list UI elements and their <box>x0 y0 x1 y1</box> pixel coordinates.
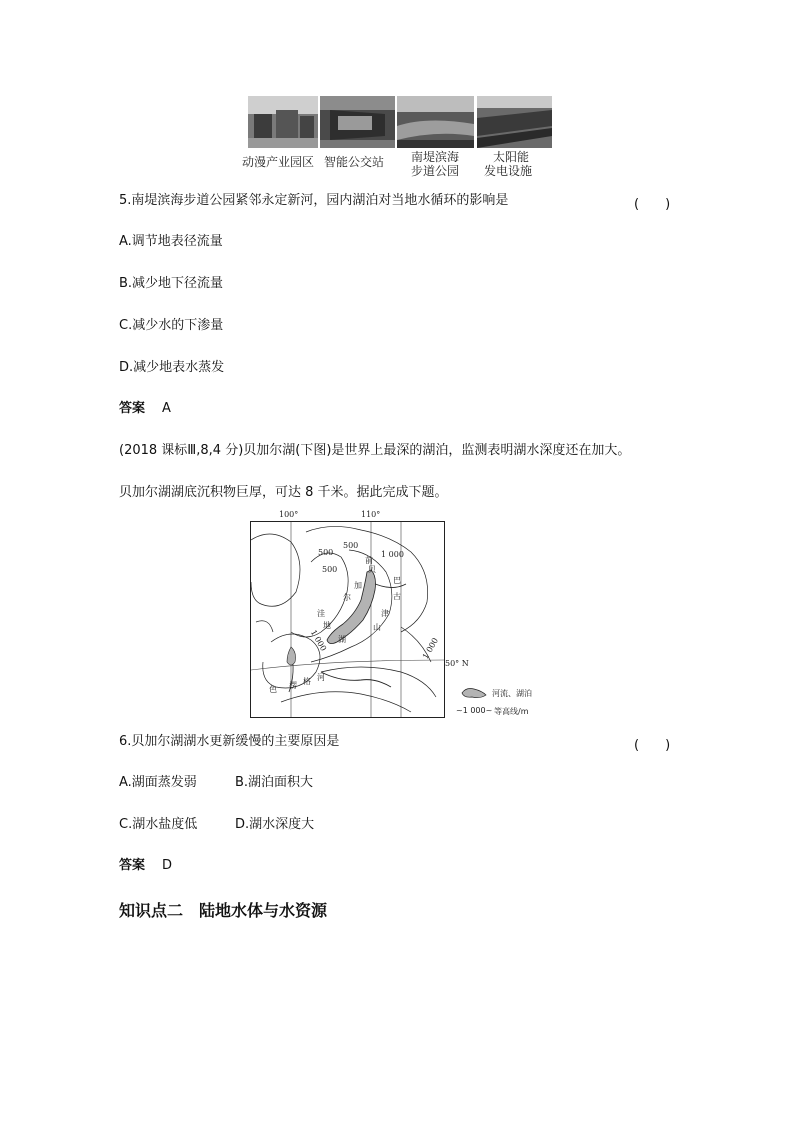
q5-answer-blank: ( ) <box>634 197 671 212</box>
photo-smart-bus-stop <box>320 96 395 148</box>
intro-line-2: 贝加尔湖湖底沉积物巨厚，可达 8 千米。据此完成下题。 <box>119 485 448 500</box>
map-place-label: 尔 <box>343 593 351 602</box>
map-place-label: 贝 <box>368 565 376 574</box>
map-place-label: 巴 <box>393 576 401 585</box>
caption-nandi-seaside-2: 步道公园 <box>411 164 460 178</box>
q5-answer-label: 答案 <box>119 401 146 416</box>
map-place-label: 地 <box>323 621 331 630</box>
map-place-label: 楞 <box>289 681 297 690</box>
baikal-map-drawing <box>251 522 444 717</box>
map-place-label: 加 <box>354 581 362 590</box>
map-place-label: 洼 <box>317 609 325 618</box>
map-contour-label: 500 <box>318 548 334 557</box>
map-lon-100: 100° <box>279 510 299 519</box>
map-place-label: 河 <box>317 673 325 682</box>
legend-contour-label: 等高线/m <box>494 707 529 716</box>
lake-legend-icon <box>460 686 488 700</box>
q6-answer-label: 答案 <box>119 858 146 873</box>
map-place-label: 津 <box>381 609 389 618</box>
photo-anime-park <box>248 96 318 148</box>
caption-solar-1: 太阳能 <box>493 150 530 164</box>
map-place-label: 山 <box>373 623 381 632</box>
q5-option-a: A.调节地表径流量 <box>119 234 223 249</box>
q6-option-c: C.湖水盐度低 <box>119 817 198 832</box>
q6-option-d: D.湖水深度大 <box>235 817 315 832</box>
map-place-label: 前 <box>365 556 373 565</box>
map-lon-110: 110° <box>361 510 381 519</box>
q6-answer-blank: ( ) <box>634 738 671 753</box>
intro-line-1: (2018 课标Ⅲ,8,4 分)贝加尔湖(下图)是世界上最深的湖泊，监测表明湖水深度还在加大。 <box>119 443 631 458</box>
map-lat-50: 50° N <box>445 659 469 668</box>
legend-contour-sample: ~1 000~ <box>456 706 493 715</box>
q6-stem: 6.贝加尔湖湖水更新缓慢的主要原因是 <box>119 734 340 749</box>
map-place-label: 湖 <box>338 635 346 644</box>
photo-solar-facility <box>477 96 552 148</box>
map-contour-label: 1 000 <box>381 550 404 559</box>
q5-option-b: B.减少地下径流量 <box>119 276 224 291</box>
caption-smart-bus-stop: 智能公交站 <box>324 155 385 169</box>
map-contour-label: 500 <box>343 541 359 550</box>
baikal-map <box>250 510 469 718</box>
q6-option-b: B.湖泊面积大 <box>235 775 314 790</box>
map-place-label: 古 <box>393 592 401 601</box>
caption-solar-2: 发电设施 <box>484 164 533 178</box>
q6-answer: D <box>162 858 173 873</box>
q5-answer: A <box>162 401 171 416</box>
legend-lake-label: 河流、湖泊 <box>492 689 532 698</box>
q6-option-a: A.湖面蒸发弱 <box>119 775 197 790</box>
q5-option-c: C.减少水的下渗量 <box>119 318 224 333</box>
map-place-label: 色 <box>269 685 277 694</box>
map-place-label: 格 <box>303 677 311 686</box>
map-contour-label: 1 000 <box>420 636 441 661</box>
section-heading: 知识点二 陆地水体与水资源 <box>119 901 328 920</box>
q5-stem: 5.南堤滨海步道公园紧邻永定新河，园内湖泊对当地水循环的影响是 <box>119 193 509 208</box>
photo-nandi-seaside-park <box>397 96 474 148</box>
caption-nandi-seaside-1: 南堤滨海 <box>411 150 460 164</box>
map-contour-label: 500 <box>322 565 338 574</box>
q5-option-d: D.减少地表水蒸发 <box>119 360 225 375</box>
caption-anime-park: 动漫产业园区 <box>242 155 315 169</box>
map-contour-label: 1 000 <box>308 628 329 653</box>
